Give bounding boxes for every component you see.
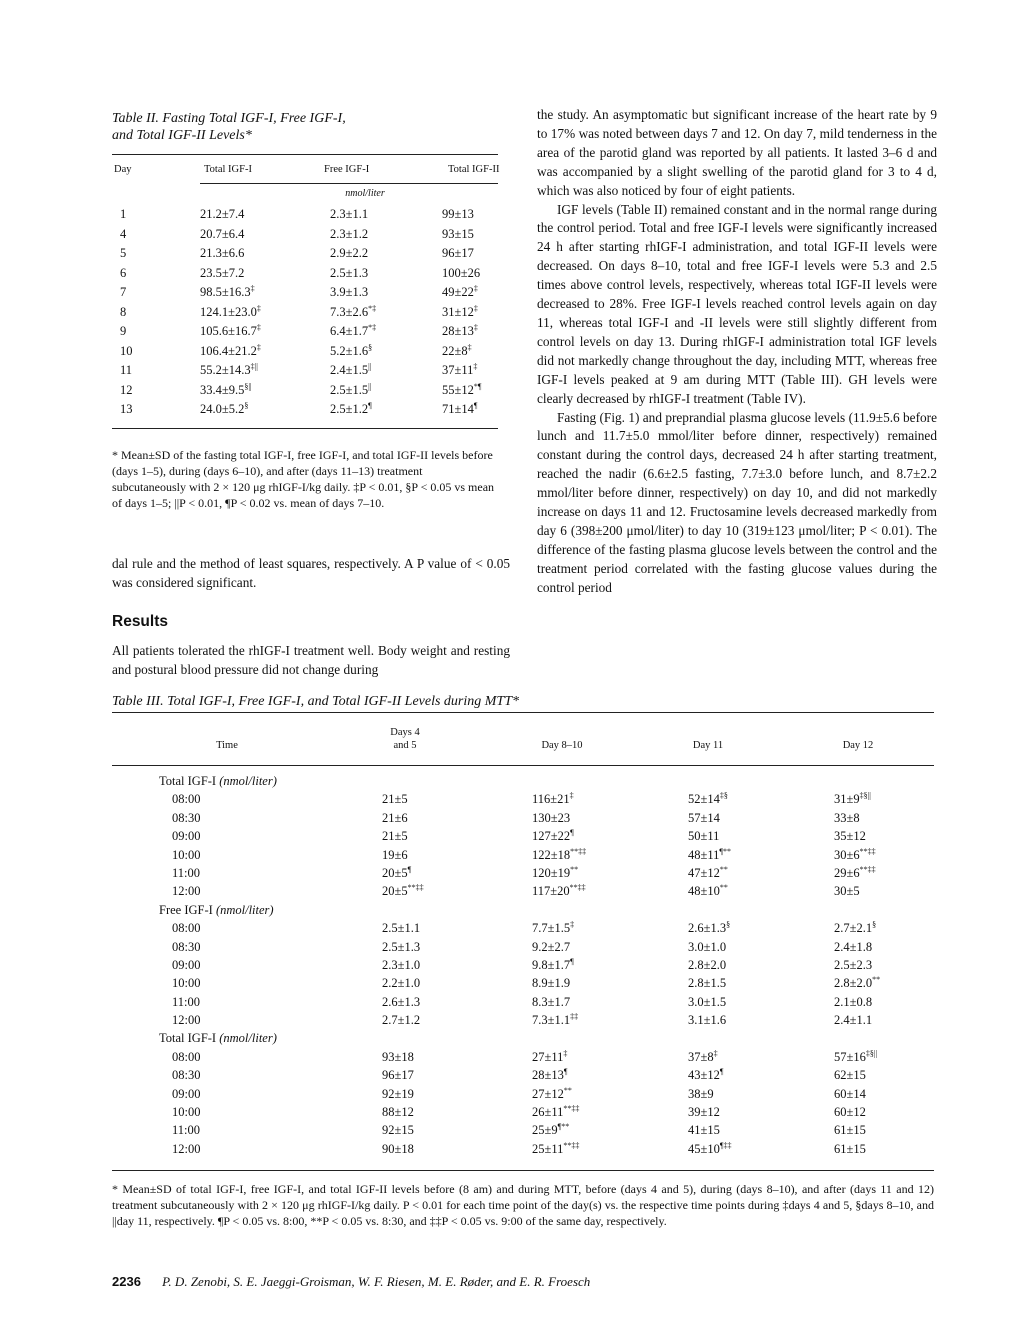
- cell-total2: 71±14¶: [442, 401, 478, 416]
- table-iii-caption: Table III. Total IGF-I, Free IGF-I, and Total IGF-II Levels during MTT*: [112, 694, 520, 709]
- table-row: [112, 848, 934, 866]
- cell-day: 9: [120, 324, 127, 338]
- cell-c: 39±12: [688, 1105, 720, 1120]
- table-iii-body: [112, 774, 934, 1160]
- cell-day: 4: [120, 226, 127, 241]
- cell-c: 43±12¶: [688, 1067, 724, 1083]
- cell-b: 25±9¶**: [532, 1122, 570, 1138]
- cell-b: 8.9±1.9: [532, 976, 571, 991]
- cell-free: 2.3±1.2: [330, 226, 369, 241]
- cell-b: 9.8±1.7¶: [532, 956, 574, 972]
- cell-c: 48±10**: [688, 883, 728, 899]
- cell-a: 2.3±1.0: [382, 957, 421, 972]
- cell-b: 127±22¶: [532, 828, 574, 844]
- cell-day: 13: [120, 402, 133, 416]
- cell-time: 09:00: [172, 829, 201, 844]
- cell-day: 6: [120, 265, 127, 280]
- cell-c: 37±8‡: [688, 1048, 718, 1064]
- cell-day: 7: [120, 285, 127, 299]
- cell-free: 5.2±1.6§: [330, 342, 373, 358]
- col-day-12: Day 12: [842, 740, 874, 751]
- cell-b: 8.3±1.7: [532, 994, 571, 1009]
- cell-b: 7.7±1.5‡: [532, 920, 575, 936]
- cell-day: 11: [120, 363, 133, 377]
- col-total-igf2: Total IGF-II: [448, 164, 500, 175]
- cell-d: 30±5: [834, 884, 860, 899]
- cell-a: 2.6±1.3: [382, 994, 421, 1009]
- cell-time: 10:00: [172, 847, 201, 862]
- cell-a: 21±5: [382, 792, 408, 807]
- table-row: [112, 884, 934, 902]
- cell-d: 30±6**‡‡: [834, 846, 876, 862]
- cell-d: 60±12: [834, 1105, 866, 1120]
- cell-c: 3.0±1.0: [688, 939, 727, 954]
- table-row: [112, 246, 498, 266]
- cell-time: 10:00: [172, 976, 201, 991]
- cell-a: 2.5±1.3: [382, 939, 421, 954]
- cell-time: 08:00: [172, 1049, 201, 1064]
- cell-d: 61±15: [834, 1141, 866, 1156]
- table-row: [112, 829, 934, 847]
- cell-total1: 33.4±9.5§||: [200, 381, 252, 397]
- cell-b: 7.3±1.1‡‡: [532, 1012, 579, 1028]
- table-row: [112, 866, 934, 884]
- table-row: [112, 1142, 934, 1160]
- table-iii-footnote: * Mean±SD of total IGF-I, free IGF-I, and total IGF-II levels before (8 am) and during MTT, before (days 4 and 5), during (days 8–10), and after (days 11 and 12) treatment subcutaneously with 2 × 120 μg rhIGF-I/kg daily. P < 0.01 for each time point of the day(s) vs. the respective time points during ‡days 4 and 5, §days 8–10, and ||day 11, respectively. ¶P < 0.05 vs. 8:00, **P < 0.05 vs. 8:30, and ‡‡P < 0.05 vs. 9:00 of the same day, respectively.: [112, 1182, 934, 1229]
- cell-total2: 96±17: [442, 246, 474, 260]
- col-day: Day: [114, 164, 132, 175]
- section-heading: Free IGF-I (nmol/liter): [159, 902, 274, 917]
- table-row: [112, 305, 498, 325]
- cell-time: 09:00: [172, 1086, 201, 1101]
- cell-free: 2.4±1.5||: [330, 362, 372, 377]
- cell-b: 27±12**: [532, 1085, 572, 1101]
- cell-time: 08:00: [172, 921, 201, 936]
- cell-day: 5: [120, 246, 127, 260]
- table-row: [112, 1087, 934, 1105]
- cell-total1: 20.7±6.4: [200, 226, 245, 241]
- col-days-4-5: Days 4 and 5: [390, 727, 420, 751]
- cell-a: 2.7±1.2: [382, 1013, 421, 1028]
- results-paragraph: All patients tolerated the rhIGF-I treatment well. Body weight and resting and postural blood pressure did not change during: [112, 643, 510, 677]
- cell-d: 61±15: [834, 1123, 866, 1138]
- cell-a: 21±5: [382, 829, 408, 844]
- cell-a: 92±19: [382, 1086, 414, 1101]
- table-ii-caption: Table II. Fasting Total IGF-I, Free IGF-I, and Total IGF-II Levels*: [112, 111, 346, 143]
- cell-a: 20±5**‡‡: [382, 883, 424, 899]
- cell-time: 12:00: [172, 884, 201, 899]
- cell-total2: 100±26: [442, 265, 481, 280]
- cell-c: 50±11: [688, 829, 720, 844]
- cell-total2: 55±12*¶: [442, 381, 482, 397]
- cell-d: 2.8±2.0**: [834, 975, 881, 991]
- cell-total1: 106.4±21.2‡: [200, 342, 261, 358]
- cell-c: 3.0±1.5: [688, 994, 727, 1009]
- table-ii: [112, 110, 498, 511]
- cell-a: 88±12: [382, 1105, 414, 1120]
- cell-time: 11:00: [172, 1123, 201, 1138]
- col-day-11: Day 11: [692, 740, 724, 751]
- cell-d: 35±12: [834, 829, 866, 844]
- cell-total2: 99±13: [442, 207, 474, 221]
- cell-free: 3.9±1.3: [330, 285, 369, 299]
- cell-b: 9.2±2.7: [532, 939, 571, 954]
- cell-d: 57±16‡§||: [834, 1048, 878, 1064]
- right-column-text: [537, 106, 937, 598]
- cell-c: 2.8±2.0: [688, 957, 727, 972]
- cell-total1: 21.3±6.6: [200, 246, 245, 260]
- cell-d: 29±6**‡‡: [834, 864, 876, 880]
- cell-d: 2.4±1.8: [834, 939, 873, 954]
- cell-d: 33±8: [834, 810, 860, 825]
- cell-total1: 24.0±5.2§: [200, 401, 249, 416]
- cell-a: 96±17: [382, 1068, 414, 1083]
- cell-b: 120±19**: [532, 864, 579, 880]
- cell-d: 62±15: [834, 1068, 866, 1083]
- cell-free: 2.5±1.2¶: [330, 401, 372, 416]
- table-row: [112, 285, 498, 305]
- author-line: P. D. Zenobi, S. E. Jaeggi-Groisman, W. F. Riesen, M. E. Røder, and E. R. Froesch: [162, 1274, 591, 1289]
- cell-c: 38±9: [688, 1086, 714, 1101]
- table-ii-unit: nmol/liter: [345, 188, 385, 199]
- cell-d: 2.5±2.3: [834, 957, 873, 972]
- cell-a: 2.5±1.1: [382, 921, 421, 936]
- cell-c: 3.1±1.6: [688, 1013, 727, 1028]
- cell-a: 19±6: [382, 847, 408, 862]
- table-row: [112, 811, 934, 829]
- cell-b: 122±18**‡‡: [532, 846, 587, 862]
- table-row: [112, 363, 498, 383]
- cell-time: 08:30: [172, 1068, 201, 1083]
- table-ii-body: [112, 207, 498, 422]
- cell-free: 2.9±2.2: [330, 246, 369, 260]
- cell-c: 52±14‡§: [688, 791, 728, 807]
- cell-b: 28±13¶: [532, 1067, 568, 1083]
- cell-d: 60±14: [834, 1086, 866, 1101]
- cell-day: 8: [120, 304, 127, 319]
- cell-b: 25±11**‡‡: [532, 1140, 580, 1156]
- cell-total1: 23.5±7.2: [200, 265, 245, 280]
- right-paragraph-1: the study. An asymptomatic but significant increase of the heart rate by 9 to 17% was noted between days 7 and 12. On day 7, mild tenderness in the area of the parotid gland was reported by all patients. It lasted 3–6 d and was accompanied by a slight swelling of the parotid gland for 3 to 4 d, which was also noticed by four of eight patients.: [537, 107, 937, 198]
- cell-free: 2.3±1.1: [330, 207, 369, 221]
- cell-c: 45±10¶‡‡: [688, 1140, 732, 1156]
- cell-c: 41±15: [688, 1123, 720, 1138]
- cell-total1: 105.6±16.7‡: [200, 323, 261, 338]
- cell-total2: 28±13‡: [442, 323, 478, 338]
- cell-free: 6.4±1.7*‡: [330, 323, 377, 338]
- table-row: [112, 207, 498, 227]
- cell-b: 116±21‡: [532, 791, 574, 807]
- table-row: [112, 958, 934, 976]
- cell-b: 26±11**‡‡: [532, 1104, 580, 1120]
- cell-a: 2.2±1.0: [382, 976, 421, 991]
- cell-time: 12:00: [172, 1141, 201, 1156]
- cell-total2: 93±15: [442, 226, 474, 241]
- table-row: [112, 1123, 934, 1141]
- cell-day: 12: [120, 382, 133, 397]
- cell-total2: 31±12‡: [442, 303, 478, 319]
- table-row: [112, 921, 934, 939]
- cell-time: 10:00: [172, 1105, 201, 1120]
- cell-a: 92±15: [382, 1123, 414, 1138]
- table-iii-header: [112, 713, 934, 765]
- cell-time: 12:00: [172, 1013, 201, 1028]
- table-iii: [112, 712, 934, 1229]
- table-row: [112, 995, 934, 1013]
- table-row: [112, 940, 934, 958]
- cell-a: 90±18: [382, 1141, 414, 1156]
- table-row: [112, 792, 934, 810]
- cell-c: 48±11¶**: [688, 846, 732, 862]
- cell-total1: 124.1±23.0‡: [200, 303, 261, 319]
- cell-time: 08:30: [172, 810, 201, 825]
- cell-a: 21±6: [382, 810, 408, 825]
- cell-time: 11:00: [172, 865, 201, 880]
- cell-d: 2.1±0.8: [834, 994, 873, 1009]
- cell-time: 11:00: [172, 994, 201, 1009]
- page-number: 2236: [112, 1274, 141, 1289]
- cell-d: 2.4±1.1: [834, 1013, 873, 1028]
- cell-a: 20±5¶: [382, 864, 412, 880]
- cell-time: 09:00: [172, 957, 201, 972]
- section-heading: Total IGF-I (nmol/liter): [159, 1031, 277, 1046]
- table-row: [112, 324, 498, 344]
- table-row: [112, 227, 498, 247]
- table-row: [112, 1105, 934, 1123]
- cell-b: 130±23: [532, 810, 571, 825]
- cell-total2: 49±22‡: [442, 284, 478, 299]
- results-heading: Results: [112, 613, 168, 630]
- col-day-8-10: Day 8–10: [541, 740, 583, 751]
- cell-free: 7.3±2.6*‡: [330, 303, 377, 319]
- right-paragraph-3: Fasting (Fig. 1) and preprandial plasma glucose levels (11.9±5.6 before lunch and 11.7±5.0 mmol/liter before dinner, respectively) remained constant during the control days, decreased 24 h after starting treatment, reached the nadir (6.6±2.5 fasting, 7.7±3.0 before lunch, and 8.7±2.2 mmol/liter before dinner, respectively) on day 10, and did not markedly increase on days 11 and 12. Fructosamine levels decreased markedly from day 6 (398±200 μmol/liter) to day 10 (319±123 μmol/liter; P < 0.01). The difference of the fasting plasma glucose levels between the control and the treatment period correlated with the fasting glucose values during the control period: [537, 409, 937, 595]
- table-row: [112, 1068, 934, 1086]
- cell-c: 57±14: [688, 810, 720, 825]
- section-heading: Total IGF-I (nmol/liter): [159, 774, 277, 788]
- cell-c: 47±12**: [688, 864, 728, 880]
- cell-a: 93±18: [382, 1049, 414, 1064]
- cell-free: 2.5±1.5||: [330, 381, 372, 397]
- table-row: [112, 976, 934, 994]
- cell-day: 10: [120, 343, 133, 358]
- cell-b: 27±11‡: [532, 1048, 568, 1064]
- cell-total1: 98.5±16.3‡: [200, 284, 255, 299]
- col-time: Time: [216, 740, 238, 751]
- cell-day: 1: [120, 207, 127, 221]
- table-row: [112, 1013, 934, 1031]
- table-row: [112, 383, 498, 403]
- cell-free: 2.5±1.3: [330, 265, 369, 280]
- table-row: [112, 1050, 934, 1068]
- cell-c: 2.6±1.3§: [688, 920, 731, 936]
- cell-total2: 22±8‡: [442, 342, 472, 358]
- right-paragraph-2: IGF levels (Table II) remained constant and in the normal range during the control period. Total and free IGF-I levels were significantly increased 24 h after starting rhIGF-I administration, and total IGF-II levels were decreased. On days 8–10, total and free IGF-I levels were 5.3 and 2.5 times above control levels, respectively, whereas total IGF-II levels were decreased to 28%. Free IGF-I levels reached control levels again on day 11, whereas total IGF-I and -II levels were still slightly different from control levels on day 13. During rhIGF-I administration total IGF levels did not markedly change throughout the day, including MTT, whereas free IGF-I levels peaked at 9 am during MTT (Table III). GH levels were clearly decreased by rhIGF-I treatment (Table IV).: [537, 201, 937, 406]
- table-row: [112, 266, 498, 286]
- cell-c: 2.8±1.5: [688, 976, 727, 991]
- cell-b: 117±20**‡‡: [532, 883, 586, 899]
- cell-total1: 21.2±7.4: [200, 207, 245, 221]
- cell-total1: 55.2±14.3‡||: [200, 362, 258, 377]
- table-row: [112, 402, 498, 422]
- cell-time: 08:00: [172, 792, 201, 807]
- cell-d: 31±9‡§||: [834, 791, 871, 807]
- cell-total2: 37±11‡: [442, 362, 478, 377]
- cell-d: 2.7±2.1§: [834, 920, 877, 936]
- col-free-igf1: Free IGF-I: [324, 164, 370, 175]
- left-column-text: [112, 554, 510, 679]
- table-ii-footnote: * Mean±SD of the fasting total IGF-I, free IGF-I, and total IGF-II levels before (days 1–5), during (days 6–10), and after (days 11–13) treatment subcutaneously with 2 × 120 μg rhIGF-I/kg daily. ‡P < 0.01, §P < 0.05 vs mean of days 1–5; ||P < 0.01, ¶P < 0.02 vs. mean of days 7–10.: [112, 447, 495, 510]
- page-footer: [112, 1274, 590, 1290]
- col-total-igf1: Total IGF-I: [204, 164, 252, 175]
- table-row: [112, 344, 498, 364]
- cell-time: 08:30: [172, 939, 201, 954]
- table-ii-header: [112, 155, 498, 183]
- methods-tail-paragraph: dal rule and the method of least squares, respectively. A P value of < 0.05 was considered significant.: [112, 556, 510, 590]
